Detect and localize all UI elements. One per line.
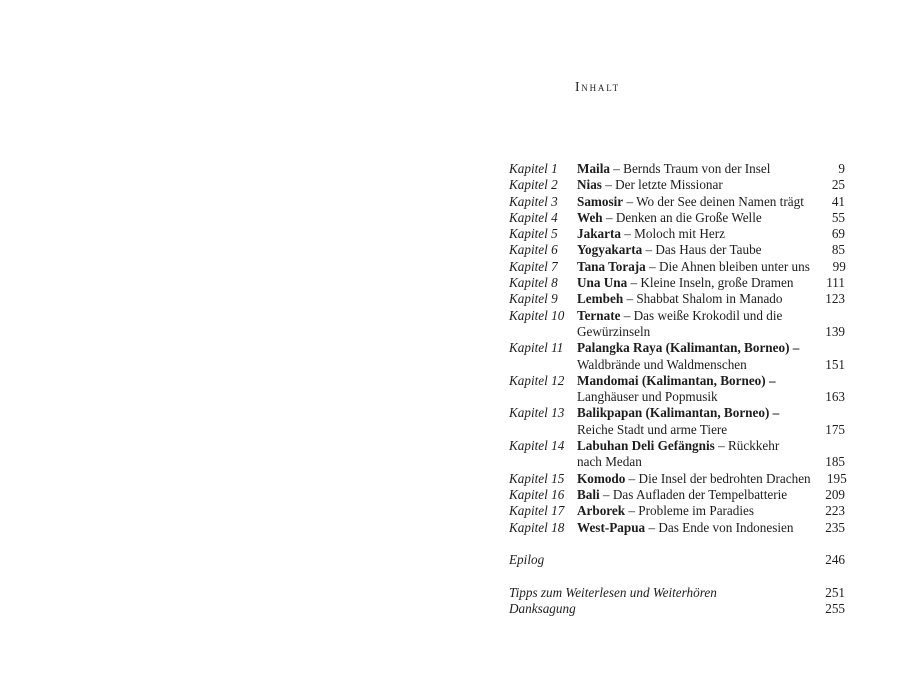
toc-entry [509, 177, 845, 193]
page-number: 9 [838, 161, 845, 176]
toc-section [509, 601, 845, 617]
toc-entry [509, 503, 845, 519]
chapter-place-name: Weh [577, 209, 603, 225]
toc-entry [509, 291, 845, 307]
chapter-title [577, 226, 809, 242]
chapter-title [577, 308, 809, 341]
chapter-label: Kapitel 3 [509, 193, 558, 209]
chapter-place-name: Jakarta [577, 226, 621, 242]
chapter-label: Kapitel 10 [509, 307, 565, 323]
chapter-subtitle: – Wo der See deinen Namen trägt [626, 193, 804, 209]
chapter-place-name: Labuhan Deli Gefängnis [577, 438, 715, 454]
chapter-title [577, 373, 809, 406]
chapter-place-name: Ternate [577, 307, 621, 323]
page-number: 163 [825, 389, 845, 405]
chapter-label: Kapitel 6 [509, 242, 558, 258]
chapter-place-name: Arborek [577, 503, 626, 519]
page-number: 55 [831, 209, 845, 225]
chapter-label: Kapitel 8 [509, 275, 558, 291]
chapter-title-line2: Langhäuser und Popmusik [577, 389, 718, 405]
chapter-subtitle: – Die Ahnen bleiben unter uns [649, 258, 810, 274]
chapter-subtitle: – Das Haus der Taube [645, 242, 762, 258]
chapter-label: Kapitel 7 [509, 258, 558, 274]
toc-list [509, 161, 845, 617]
chapter-subtitle: – Bernds Traum von der Insel [613, 161, 771, 176]
page-number: 235 [825, 519, 845, 535]
chapter-subtitle: – Moloch mit Herz [624, 226, 725, 242]
chapter-label: Kapitel 5 [509, 226, 558, 242]
page-number: 251 [825, 584, 845, 600]
page-number: 246 [825, 552, 845, 568]
toc-entry [509, 226, 845, 242]
chapter-title [577, 487, 809, 503]
page-number: 69 [831, 226, 845, 242]
chapter-place-name: Maila [577, 161, 610, 176]
chapter-label: Kapitel 18 [509, 519, 565, 535]
spacer [509, 536, 845, 552]
toc-entry [509, 373, 845, 406]
toc-entry [509, 242, 845, 258]
chapter-title-line2: Reiche Stadt und arme Tiere [577, 421, 728, 437]
toc-entry [509, 487, 845, 503]
chapter-subtitle: – Kleine Inseln, große Dramen [630, 275, 794, 291]
chapter-title [577, 210, 809, 226]
chapter-label: Kapitel 2 [509, 177, 558, 193]
chapter-place-name: Una Una [577, 275, 628, 291]
spacer [509, 568, 845, 584]
page-number: 111 [826, 275, 845, 291]
chapter-subtitle: – Die Insel der bedrohten Drachen [628, 470, 811, 486]
page-number: 99 [832, 258, 846, 274]
page-number: 209 [825, 486, 845, 502]
toc-entry [509, 438, 845, 471]
chapter-label: Kapitel 15 [509, 470, 565, 486]
chapter-title [577, 438, 809, 471]
chapter-subtitle: – Probleme im Paradies [628, 503, 755, 519]
section-label: Danksagung [509, 601, 576, 617]
toc-section [509, 585, 845, 601]
page-number: 223 [825, 503, 845, 519]
page-number: 139 [825, 323, 845, 339]
chapter-title [577, 471, 811, 487]
chapter-place-name: Nias [577, 177, 602, 193]
chapter-label: Kapitel 13 [509, 405, 565, 421]
chapter-subtitle: – Das weiße Krokodil und die [623, 307, 783, 323]
chapter-subtitle: – Das Ende von Indonesien [648, 519, 794, 535]
chapter-title [577, 340, 809, 373]
toc-entry [509, 259, 845, 275]
chapter-place-name: Palangka Raya (Kalimantan, Borneo) – [577, 340, 800, 356]
chapter-label: Kapitel 11 [509, 340, 564, 356]
page-title: Inhalt [575, 79, 620, 94]
chapter-title [577, 161, 809, 177]
toc-entry [509, 520, 845, 536]
page-number: 195 [826, 470, 847, 486]
chapter-place-name: Samosir [577, 193, 624, 209]
chapter-place-name: Lembeh [577, 291, 624, 307]
chapter-title [577, 503, 809, 519]
page-number: 185 [825, 454, 845, 470]
toc-entry [509, 471, 845, 487]
page-number: 151 [825, 356, 845, 372]
chapter-subtitle: – Denken an die Große Welle [605, 209, 762, 225]
toc-entry [509, 340, 845, 373]
chapter-place-name: West-Papua [577, 519, 646, 535]
chapter-title [577, 259, 810, 275]
chapter-place-name: Bali [577, 486, 600, 502]
chapter-place-name: Mandomai (Kalimantan, Borneo) – [577, 372, 776, 388]
chapter-title-line2: Gewürzinseln [577, 323, 651, 339]
toc-entry [509, 308, 845, 341]
chapter-title [577, 275, 809, 291]
chapter-subtitle: – Der letzte Missionar [605, 177, 723, 193]
chapter-title [577, 291, 809, 307]
chapter-title [577, 194, 809, 210]
section-label: Tipps zum Weiterlesen und Weiterhören [509, 584, 717, 600]
chapter-subtitle: – Shabbat Shalom in Manado [626, 291, 783, 307]
chapter-subtitle: – Rückkehr [718, 438, 780, 454]
toc-section [509, 552, 845, 568]
chapter-title [577, 405, 809, 438]
chapter-label: Kapitel 14 [509, 438, 565, 454]
chapter-label: Kapitel 1 [509, 161, 558, 176]
chapter-subtitle: – Das Aufladen der Tempelbatterie [603, 486, 788, 502]
page-number: 25 [831, 177, 845, 193]
toc-entry [509, 405, 845, 438]
chapter-label: Kapitel 16 [509, 486, 565, 502]
page-number: 123 [825, 291, 845, 307]
page-number: 175 [825, 421, 845, 437]
chapter-title-line2: nach Medan [577, 454, 642, 470]
page-number: 41 [831, 193, 845, 209]
toc-entry [509, 194, 845, 210]
page-number: 255 [825, 601, 845, 617]
toc-entry [509, 275, 845, 291]
chapter-title [577, 242, 809, 258]
page-number: 85 [831, 242, 845, 258]
section-label: Epilog [509, 552, 545, 568]
chapter-label: Kapitel 9 [509, 291, 558, 307]
chapter-title [577, 520, 809, 536]
chapter-title [577, 177, 809, 193]
chapter-title-line2: Waldbrände und Waldmenschen [577, 356, 747, 372]
chapter-place-name: Tana Toraja [577, 258, 646, 274]
chapter-label: Kapitel 4 [509, 209, 558, 225]
chapter-place-name: Komodo [577, 470, 626, 486]
chapter-place-name: Yogyakarta [577, 242, 643, 258]
chapter-label: Kapitel 17 [509, 503, 565, 519]
chapter-place-name: Balikpapan (Kalimantan, Borneo) – [577, 405, 780, 421]
toc-entry [509, 161, 845, 177]
toc-entry [509, 210, 845, 226]
chapter-label: Kapitel 12 [509, 372, 565, 388]
